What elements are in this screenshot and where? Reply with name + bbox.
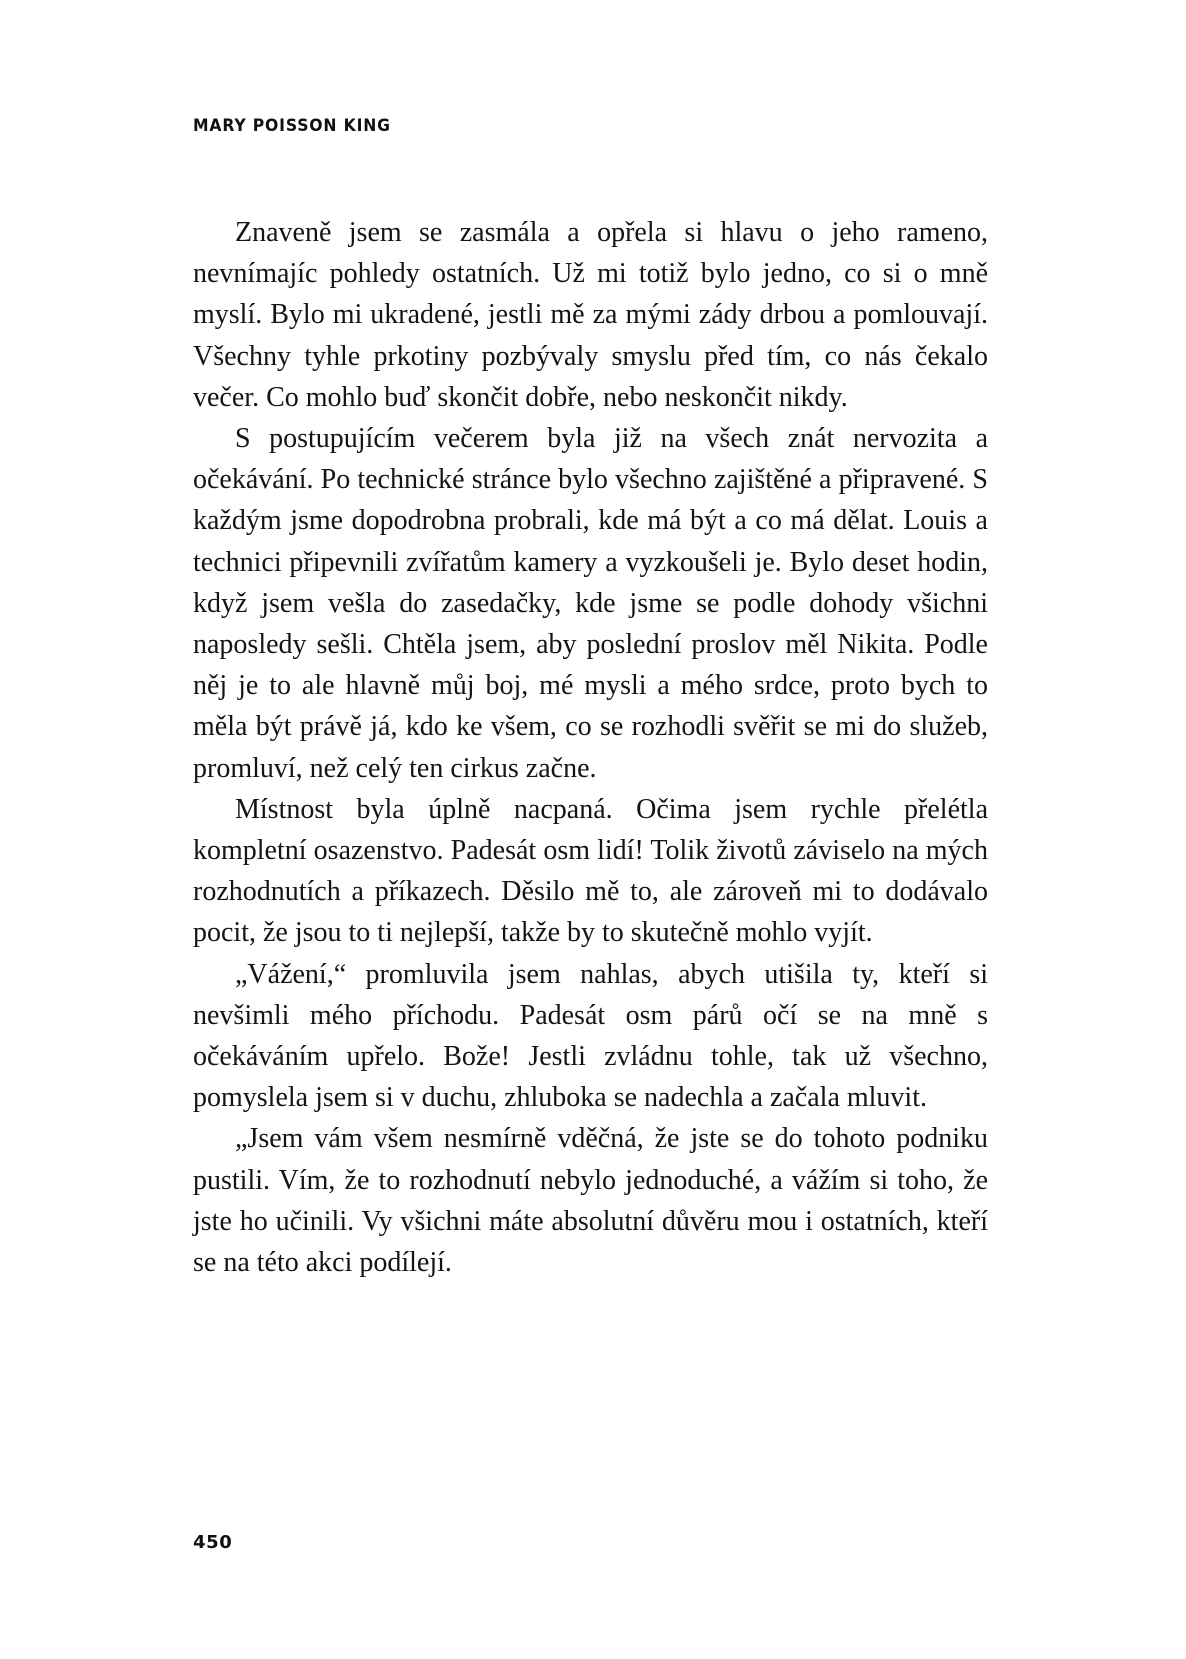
paragraph: Místnost byla úplně nacpaná. Očima jsem rychle přelétla kompletní osazenstvo. Padesát osm lidí! Tolik životů záviselo na mých rozhodnutích a příkazech. Děsilo mě to, ale zároveň mi to dodávalo pocit, že jsou to ti nejlepší, takže by to skutečně mohlo vyjít. <box>193 793 988 949</box>
paragraph: „Vážení,“ promluvila jsem nahlas, abych utišila ty, kteří si nevšimli mého příchodu. Padesát osm párů očí se na mně s očekáváním upřelo. Bože! Jestli zvládnu tohle, tak už všechno, pomyslela jsem si v duchu, zhluboka se nadechla a začala mluvit. <box>193 958 988 1114</box>
page-number: 450 <box>193 1532 233 1553</box>
body-text <box>193 212 988 1283</box>
paragraph: S postupujícím večerem byla již na všech znát nervozita a očekávání. Po technické stránce bylo všechno zajištěné a připravené. S každým jsme dopodrobna probrali, kde má být a co má dělat. Louis a technici připevnili zvířatům kamery a vyzkoušeli je. Bylo deset hodin, když jsem vešla do zasedačky, kde jsme se podle dohody všichni naposledy sešli. Chtěla jsem, aby poslední proslov měl Nikita. Podle něj je to ale hlavně můj boj, mé mysli a mého srdce, proto bych to měla být právě já, kdo ke všem, co se rozhodli svěřit se mi do služeb, promluví, než celý ten cirkus začne. <box>193 423 988 784</box>
paragraph: „Jsem vám všem nesmírně vděčná, že jste se do tohoto podniku pustili. Vím, že to rozhodnutí nebylo jednoduché, a vážím si toho, že jste ho učinili. Vy všichni máte absolutní důvěru mou i ostatních, kteří se na této akci podílejí. <box>193 1123 988 1279</box>
running-head-author: MARY POISSON KING <box>193 116 391 136</box>
paragraph: Znaveně jsem se zasmála a opřela si hlavu o jeho rameno, nevnímajíc pohledy ostatních. Už mi totiž bylo jedno, co si o mně myslí. Bylo mi ukradené, jestli mě za mými zády drbou a pomlouvají. Všechny tyhle prkotiny pozbývaly smyslu před tím, co nás čekalo večer. Co mohlo buď skončit dobře, nebo neskončit nikdy. <box>193 217 988 413</box>
